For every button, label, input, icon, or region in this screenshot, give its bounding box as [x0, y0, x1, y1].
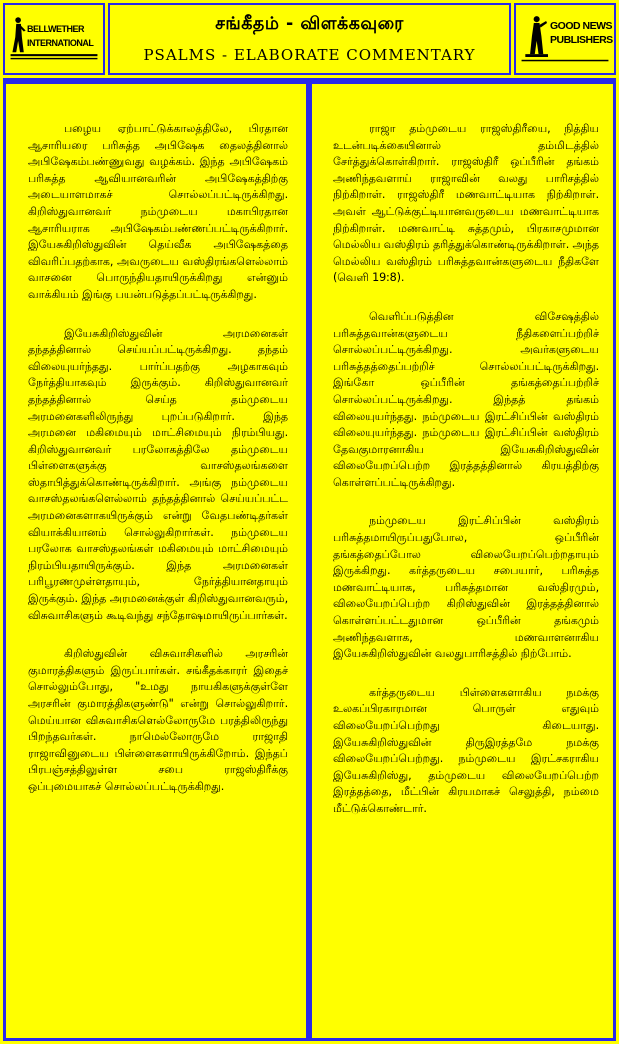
paragraph: வெளிப்படுத்தின விசேஷத்தில் பரிசுத்தவான்களுடைய நீதிகளைப்பற்றிச் சொல்லப்பட்டிருக்கிறது. அவர்களுடைய பரிசுத்தத்தைப்பற்றிச் சொல்லப்பட்டிருக்கிறது. இங்கோ ஒப்பீரின் தங்கத்தைப்பற்றிச் சொல்லப்பட்டிருக்கிறது. இந்தத் தங்கம் விலையுயர்ந்தது. நம்முடைய இரட்சிப்பின் வஸ்திரம் விலையுயர்ந்தது. நம்முடைய இரட்சிப்பின் வஸ்திரம் தேவகுமாரனாகிய இயேசுகிறிஸ்துவின் விலையேறப்பெற்ற இரத்தத்தினால் கிரயத்திற்கு கொள்ளப்பட்டிருக்கிறது. — [333, 309, 599, 489]
paragraph: நம்முடைய இரட்சிப்பின் வஸ்திரம் பரிசுத்தமாயிருப்பதுபோல, ஒப்பீரின் தங்கத்தைப்போல விலையேறப்பெற்றதாயும் இருக்கிறது. கர்த்தருடைய சபையார், பரிசுத்த மணவாட்டியாக, பரிசுத்தமான வஸ்திரமும், விலையேறப்பெற்ற கிறிஸ்துவின் இரத்தத்தினால் கொள்ளப்பட்டதுமான ஒப்பீரின் தங்கமும் அணிந்தவளாக, மணவாளனாகிய இயேசுகிறிஸ்துவின் வலதுபாரிசத்தில் நிற்போம். — [333, 514, 599, 661]
paragraph: கிறிஸ்துவின் விசுவாசிகளில் அரசரின் குமாரத்திகளும் இருப்பார்கள். சங்கீதக்காரர் இதைச் சொல்லும்போது, "உமது நாயகிகளுக்குள்ளே அரசரின் குமாரத்திகளுண்டு" என்று சொல்லுகிறார். மெய்யான விசுவாசிகளெல்லோருமே பரத்திலிருந்து பிறந்தவர்கள். நாமெல்லோருமே ராஜாதி ராஜாவினுடைய பிள்ளைகளாயிருக்கிறோம். இந்தப் பிரபஞ்சத்திலுள்ள சபை ராஜஸ்திரீக்கு ஒப்புமையாகச் சொல்லப்பட்டிருக்கிறது. — [28, 647, 288, 793]
paragraph: பழைய ஏற்பாட்டுக்காலத்திலே, பிரதான ஆசாரியரை பரிசுத்த அபிஷேக தைலத்தினால் அபிஷேகம்பண்ணுவது வழக்கம். இந்த அபிஷேகம் பரிசுத்த ஆவியானவரின் அபிஷேகத்திற்கு அடையாளமாகச் சொல்லப்பட்டிருக்கிறது. கிறிஸ்துவானவர் நம்முடைய மகாபிரதான ஆசாரியராக அபிஷேகம்பண்ணப்பட்டிருக்கிறார். இயேசுகிறிஸ்துவின் தெய்வீக அபிஷேகத்தை விவரிப்பதற்காக, அவருடைய வஸ்திரங்களெல்லாம் வாசனை பொருந்தியதாயிருக்கிறது என்னும் வாக்கியம் இங்கு பயன்படுத்தப்பட்டிருக்கிறது. — [28, 122, 288, 301]
right-column — [309, 81, 616, 1041]
bellwether-name: BELLWETHER — [27, 24, 84, 34]
good-news-name: GOOD NEWS — [550, 20, 613, 32]
page-header — [108, 3, 511, 75]
bellwether-logo — [3, 3, 105, 75]
paragraph: ராஜா தம்முடைய ராஜஸ்திரீயை, நித்திய உடன்படிக்கையினால் தம்மிடத்தில் சேர்த்துக்கொள்கிறார். ராஜஸ்திரீ ஒப்பீரின் தங்கம் அணிந்தவளாய் ராஜாவின் வலது பாரிசத்தில் நிற்கிறாள். ராஜஸ்திரீ மணவாட்டியாக நிற்கிறாள். அவள் ஆட்டுக்குட்டியானவருடைய மணவாட்டியாக நிற்கிறாள். மணவாட்டி சுத்தமும், பிரகாசமுமான மெல்லிய வஸ்திரம் தரித்துக்கொண்டிருக்கிறாள். அந்த மெல்லிய வஸ்திரம் பரிசுத்தவான்களுடைய நீதிகளே (வெளி 19:8). — [333, 122, 600, 285]
good-news-logo — [514, 3, 616, 75]
page-title-tamil: சங்கீதம் - விளக்கவுரை — [215, 14, 404, 34]
left-column — [3, 81, 309, 1041]
paragraph: கர்த்தருடைய பிள்ளைகளாகிய நமக்கு உலகப்பிரகாரமான பொருள் எதுவும் விலையேறப்பெற்றது கிடையாது. இயேசுகிறிஸ்துவின் திருஇரத்தமே நமக்கு விலையேறப்பெற்றது. நம்முடைய இரட்சகராகிய இயேசுகிறிஸ்து, தம்முடைய விலையேறப்பெற்ற இரத்தத்தை, மீட்பின் கிரயமாகச் செலுத்தி, நம்மை மீட்டுக்கொண்டார். — [333, 685, 599, 815]
good-news-subname: PUBLISHERS — [550, 34, 613, 46]
paragraph: இயேசுகிறிஸ்துவின் அரமனைகள் தந்தத்தினால் செய்யப்பட்டிருக்கிறது. தந்தம் விலையுயர்ந்தது. பார்ப்பதற்கு அழகாகவும் நேர்த்தியாகவும் இருக்கும். கிறிஸ்துவானவர் தந்தத்தினால் செய்த தம்முடைய அரமனைகளிலிருந்து புறப்படுகிறார். இந்த அரமனை மகிமையும் மாட்சிமையும் நிரம்பியது. கிறிஸ்துவானவர் பரலோகத்திலே தம்முடைய பிள்ளைகளுக்கு வாசஸ்தலங்களை ஸ்தாபித்துக்கொண்டிருக்கிறார். அங்கு நம்முடைய வாசஸ்தலங்களெல்லாம் தந்தத்தினால் செய்யப்பட்ட அரமனைகளாகயிருக்கும் என்று வேதபண்டிதர்கள் வியாக்கியானம் சொல்லுகிறார்கள். நம்முடைய பரலோக வாசஸ்தலங்கள் மகிமையும் மாட்சிமையும் நிரம்பியதாயிருக்கும். இந்த அரமனைகள் பரிபூரணமுள்ளதாயும், நேர்த்தியானதாயும் இருக்கும். இந்த அரமனைக்குள் கிறிஸ்துவானவரும், விசுவாசிகளும் கூடிவந்து சந்தோஷமாயிருப்பார்கள். — [28, 326, 288, 622]
page-title-english: PSALMS - ELABORATE COMMENTARY — [143, 46, 476, 64]
bellwether-subname: INTERNATIONAL — [27, 38, 94, 48]
